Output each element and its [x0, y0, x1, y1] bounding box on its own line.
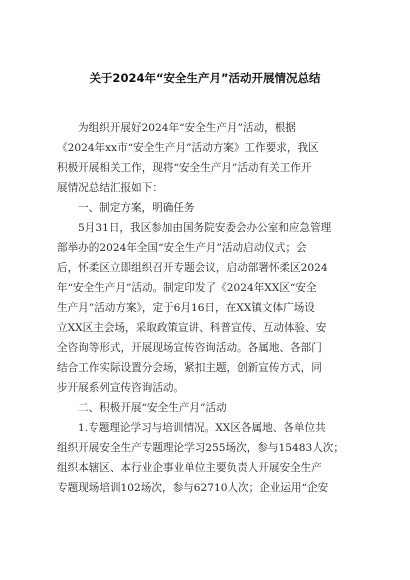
paragraph-line: 年“安全生产月”活动。制定印发了《2024年XX区“安全 [57, 282, 317, 294]
document-title: 关于2024年“安全生产月”活动开展情况总结 [89, 71, 321, 85]
paragraph-line: 《2024年xx市“安全生产月”活动方案》工作要求，我区 [57, 142, 319, 154]
paragraph-line: 专题现场培训102场次，参与62710人次；企业运用“企安 [57, 482, 329, 494]
section-heading: 二、积极开展“安全生产月”活动 [78, 402, 227, 414]
paragraph-line: 全咨询等形式，开展现场宣传咨询活动。各属地、各部门 [57, 342, 322, 354]
paragraph-line: 生产月”活动方案》，定于6月16日，在XX镇文体广场设 [57, 302, 315, 314]
paragraph-line: 部举办的2024年全国“安全生产月”活动启动仪式；会 [57, 242, 307, 254]
paragraph-line: 组织本辖区、本行业企事业单位主要负责人开展安全生产 [57, 462, 322, 474]
section-heading: 一、制定方案，明确任务 [78, 202, 195, 214]
paragraph-line: 为组织开展好2024年“安全生产月”活动，根据 [78, 122, 296, 134]
paragraph-line: 1.专题理论学习与培训情况。XX区各属地、各单位共 [78, 422, 326, 434]
paragraph-line: 展情况总结汇报如下： [57, 182, 163, 194]
paragraph-line: 积极开展相关工作，现将“安全生产月”活动有关工作开 [57, 162, 312, 174]
paragraph-line: 组织开展安全生产专题理论学习255场次，参与15483人次； [57, 442, 344, 454]
paragraph-line: 后，怀柔区立即组织召开专题会议，启动部署怀柔区2024 [57, 262, 328, 274]
paragraph-line: 5月31日，我区参加由国务院安委会办公室和应急管理 [78, 222, 332, 234]
paragraph-line: 结合工作实际设置分会场，紧扣主题，创新宣传方式，同 [57, 362, 322, 374]
paragraph-line: 立XX区主会场，采取政策宣讲、科普宣传、互动体验、安 [57, 322, 327, 334]
paragraph-line: 步开展系列宣传咨询活动。 [57, 382, 185, 394]
